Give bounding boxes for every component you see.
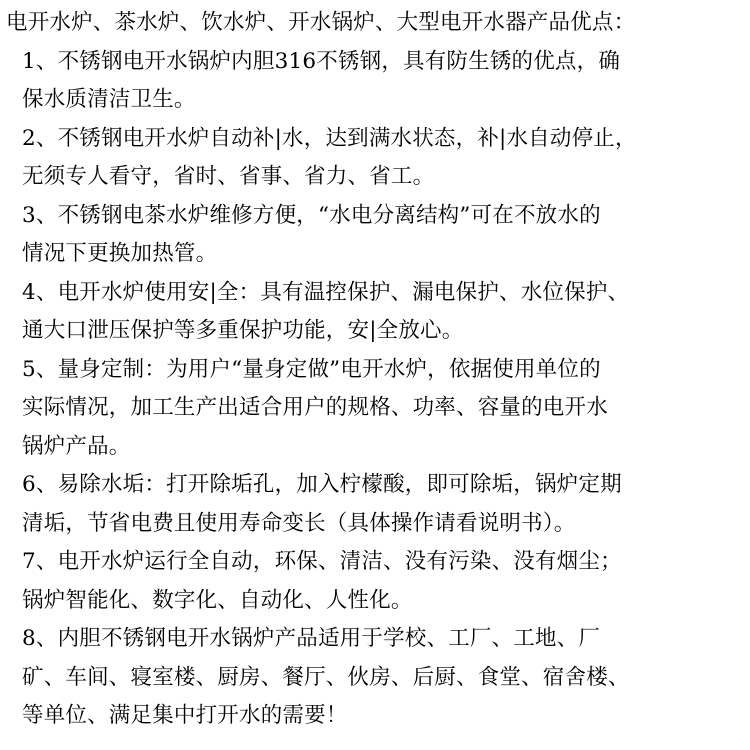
text-line: 3、不锈钢电茶水炉维修方便，“水电分离结构”可在不放水的	[22, 202, 601, 228]
heading-line: 电开水炉、茶水炉、饮水炉、开水锅炉、大型电开水器产品优点：	[6, 10, 636, 35]
text-line: 1、不锈钢电开水锅炉内胆316不锈钢，具有防生锈的优点，确	[22, 48, 621, 74]
text-line: 8、内胆不锈钢电开水锅炉产品适用于学校、工厂、工地、厂	[22, 626, 601, 651]
text-line: 情况下更换加热管。	[22, 241, 218, 266]
text-line: 等单位、满足集中打开水的需要！	[22, 703, 348, 728]
text-line: 清垢，节省电费且使用寿命变长（具体操作请看说明书）。	[22, 510, 576, 536]
text-line: 6、易除水垢：打开除垢孔，加入柠檬酸，即可除垢，锅炉定期	[22, 472, 622, 497]
text-line: 锅炉产品。	[22, 433, 131, 459]
text-line: 通大口泄压保护等多重保护功能，安|全放心。	[22, 318, 464, 343]
text-line: 2、不锈钢电开水炉自动补|水，达到满水状态，补|水自动停止，	[22, 125, 637, 151]
text-line: 保水质清洁卫生。	[22, 87, 196, 112]
text-line: 5、量身定制：为用户“量身定做”电开水炉，依据使用单位的	[22, 356, 601, 382]
text-line: 矿、车间、寝室楼、厨房、餐厅、伙房、后厨、食堂、宿舍楼、	[22, 664, 630, 690]
text-line: 锅炉智能化、数字化、自动化、人性化。	[22, 587, 413, 613]
text-line: 无须专人看守，省时、省事、省力、省工。	[22, 164, 435, 189]
text-line: 4、电开水炉使用安|全：具有温控保护、漏电保护、水位保护、	[22, 279, 630, 305]
text-line: 实际情况，加工生产出适合用户的规格、功率、容量的电开水	[22, 395, 608, 420]
text-line: 7、电开水炉运行全自动，环保、清洁、没有污染、没有烟尘；	[22, 549, 622, 574]
